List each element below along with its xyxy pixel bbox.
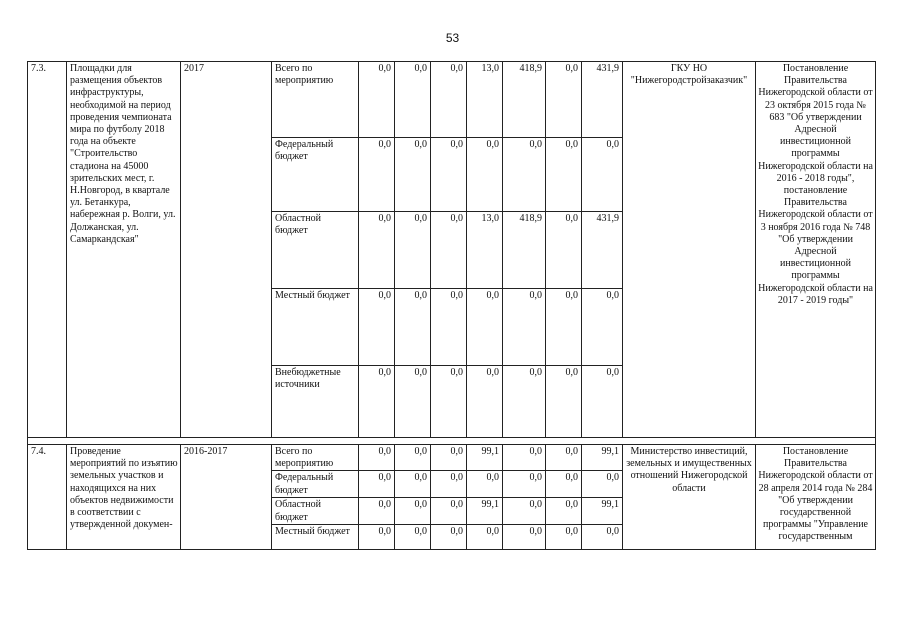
amount-cell: 0,0 bbox=[546, 524, 582, 549]
funding-source: Местный бюджет bbox=[272, 289, 359, 366]
amount-cell: 99,1 bbox=[467, 498, 503, 524]
amount-cell: 0,0 bbox=[359, 366, 395, 438]
amount-cell: 0,0 bbox=[503, 289, 546, 366]
amount-cell: 0,0 bbox=[359, 138, 395, 212]
amount-cell: 0,0 bbox=[395, 289, 431, 366]
item-period: 2017 bbox=[181, 62, 272, 438]
amount-cell: 99,1 bbox=[467, 445, 503, 471]
amount-cell: 0,0 bbox=[395, 445, 431, 471]
amount-cell: 0,0 bbox=[467, 138, 503, 212]
amount-cell: 0,0 bbox=[431, 524, 467, 549]
table-row bbox=[28, 62, 876, 138]
funding-source: Местный бюджет bbox=[272, 524, 359, 549]
amount-cell: 0,0 bbox=[503, 138, 546, 212]
amount-cell: 0,0 bbox=[582, 524, 623, 549]
table-body bbox=[28, 62, 876, 550]
item-executor: ГКУ НО "Нижегородстройзаказчик" bbox=[623, 62, 756, 438]
amount-cell: 0,0 bbox=[503, 524, 546, 549]
item-number: 7.3. bbox=[28, 62, 67, 438]
amount-cell: 0,0 bbox=[431, 62, 467, 138]
amount-cell: 99,1 bbox=[582, 445, 623, 471]
amount-cell: 0,0 bbox=[431, 471, 467, 498]
amount-cell: 0,0 bbox=[467, 289, 503, 366]
amount-cell: 0,0 bbox=[359, 498, 395, 524]
item-period: 2016-2017 bbox=[181, 445, 272, 550]
amount-cell: 0,0 bbox=[395, 471, 431, 498]
amount-cell: 0,0 bbox=[395, 212, 431, 289]
item-document: Постановление Правительства Нижегородской области от 28 апреля 2014 года № 284 "Об утверждении государственной программы "Управление государственным bbox=[756, 445, 876, 550]
funding-source: Внебюджетные источники bbox=[272, 366, 359, 438]
amount-cell: 431,9 bbox=[582, 62, 623, 138]
amount-cell: 0,0 bbox=[431, 212, 467, 289]
amount-cell: 99,1 bbox=[582, 498, 623, 524]
item-executor: Министерство инвестиций, земельных и имущественных отношений Нижегородской области bbox=[623, 445, 756, 550]
amount-cell: 0,0 bbox=[546, 445, 582, 471]
amount-cell: 0,0 bbox=[503, 445, 546, 471]
amount-cell: 0,0 bbox=[431, 498, 467, 524]
funding-source: Всего по мероприятию bbox=[272, 62, 359, 138]
item-number: 7.4. bbox=[28, 445, 67, 550]
item-name: Проведение мероприятий по изъятию земельных участков и находящихся на них объектов недвижимости в соответствии с утвержденной докумен- bbox=[67, 445, 181, 550]
page-number: 53 bbox=[445, 31, 460, 45]
amount-cell: 0,0 bbox=[395, 366, 431, 438]
amount-cell: 0,0 bbox=[467, 366, 503, 438]
amount-cell: 0,0 bbox=[431, 445, 467, 471]
amount-cell: 0,0 bbox=[431, 289, 467, 366]
amount-cell: 0,0 bbox=[395, 498, 431, 524]
amount-cell: 0,0 bbox=[431, 138, 467, 212]
amount-cell: 0,0 bbox=[546, 62, 582, 138]
amount-cell: 418,9 bbox=[503, 62, 546, 138]
amount-cell: 0,0 bbox=[359, 524, 395, 549]
amount-cell: 13,0 bbox=[467, 212, 503, 289]
amount-cell: 0,0 bbox=[359, 471, 395, 498]
amount-cell: 0,0 bbox=[546, 498, 582, 524]
amount-cell: 0,0 bbox=[359, 212, 395, 289]
amount-cell: 0,0 bbox=[359, 445, 395, 471]
amount-cell: 0,0 bbox=[395, 62, 431, 138]
amount-cell: 0,0 bbox=[546, 138, 582, 212]
amount-cell: 0,0 bbox=[546, 212, 582, 289]
funding-source: Федеральный бюджет bbox=[272, 138, 359, 212]
table-row bbox=[28, 445, 876, 471]
amount-cell: 0,0 bbox=[582, 471, 623, 498]
amount-cell: 0,0 bbox=[467, 471, 503, 498]
amount-cell: 0,0 bbox=[395, 524, 431, 549]
amount-cell: 0,0 bbox=[546, 289, 582, 366]
amount-cell: 0,0 bbox=[503, 471, 546, 498]
amount-cell: 0,0 bbox=[431, 366, 467, 438]
item-document: Постановление Правительства Нижегородской области от 23 октября 2015 года № 683 "Об утверждении Адресной инвестиционной программы Нижегородской области на 2016 - 2018 годы", постановление Правительства Нижегородской области от 3 ноября 2016 года № 748 "Об утверждении Адресной инвестиционной программы Нижегородской области на 2017 - 2019 годы" bbox=[756, 62, 876, 438]
amount-cell: 431,9 bbox=[582, 212, 623, 289]
funding-source: Всего по мероприятию bbox=[272, 445, 359, 471]
program-table bbox=[27, 61, 876, 550]
row-separator bbox=[28, 438, 876, 445]
amount-cell: 0,0 bbox=[582, 366, 623, 438]
amount-cell: 13,0 bbox=[467, 62, 503, 138]
amount-cell: 0,0 bbox=[503, 498, 546, 524]
funding-source: Областной бюджет bbox=[272, 498, 359, 524]
amount-cell: 0,0 bbox=[467, 524, 503, 549]
amount-cell: 0,0 bbox=[546, 366, 582, 438]
amount-cell: 0,0 bbox=[395, 138, 431, 212]
amount-cell: 0,0 bbox=[582, 289, 623, 366]
amount-cell: 0,0 bbox=[359, 289, 395, 366]
funding-source: Федеральный бюджет bbox=[272, 471, 359, 498]
item-name: Площадки для размещения объектов инфраструктуры, необходимой на период проведения чемпионата мира по футболу 2018 года на объекте "Строительство стадиона на 45000 зрительских мест, г. Н.Новгород, в квартале ул. Бетанкура, набережная р. Волги, ул. Должанская, ул. Самаркандская" bbox=[67, 62, 181, 438]
amount-cell: 0,0 bbox=[359, 62, 395, 138]
amount-cell: 0,0 bbox=[546, 471, 582, 498]
amount-cell: 418,9 bbox=[503, 212, 546, 289]
separator-cell bbox=[28, 438, 876, 445]
amount-cell: 0,0 bbox=[582, 138, 623, 212]
amount-cell: 0,0 bbox=[503, 366, 546, 438]
funding-source: Областной бюджет bbox=[272, 212, 359, 289]
